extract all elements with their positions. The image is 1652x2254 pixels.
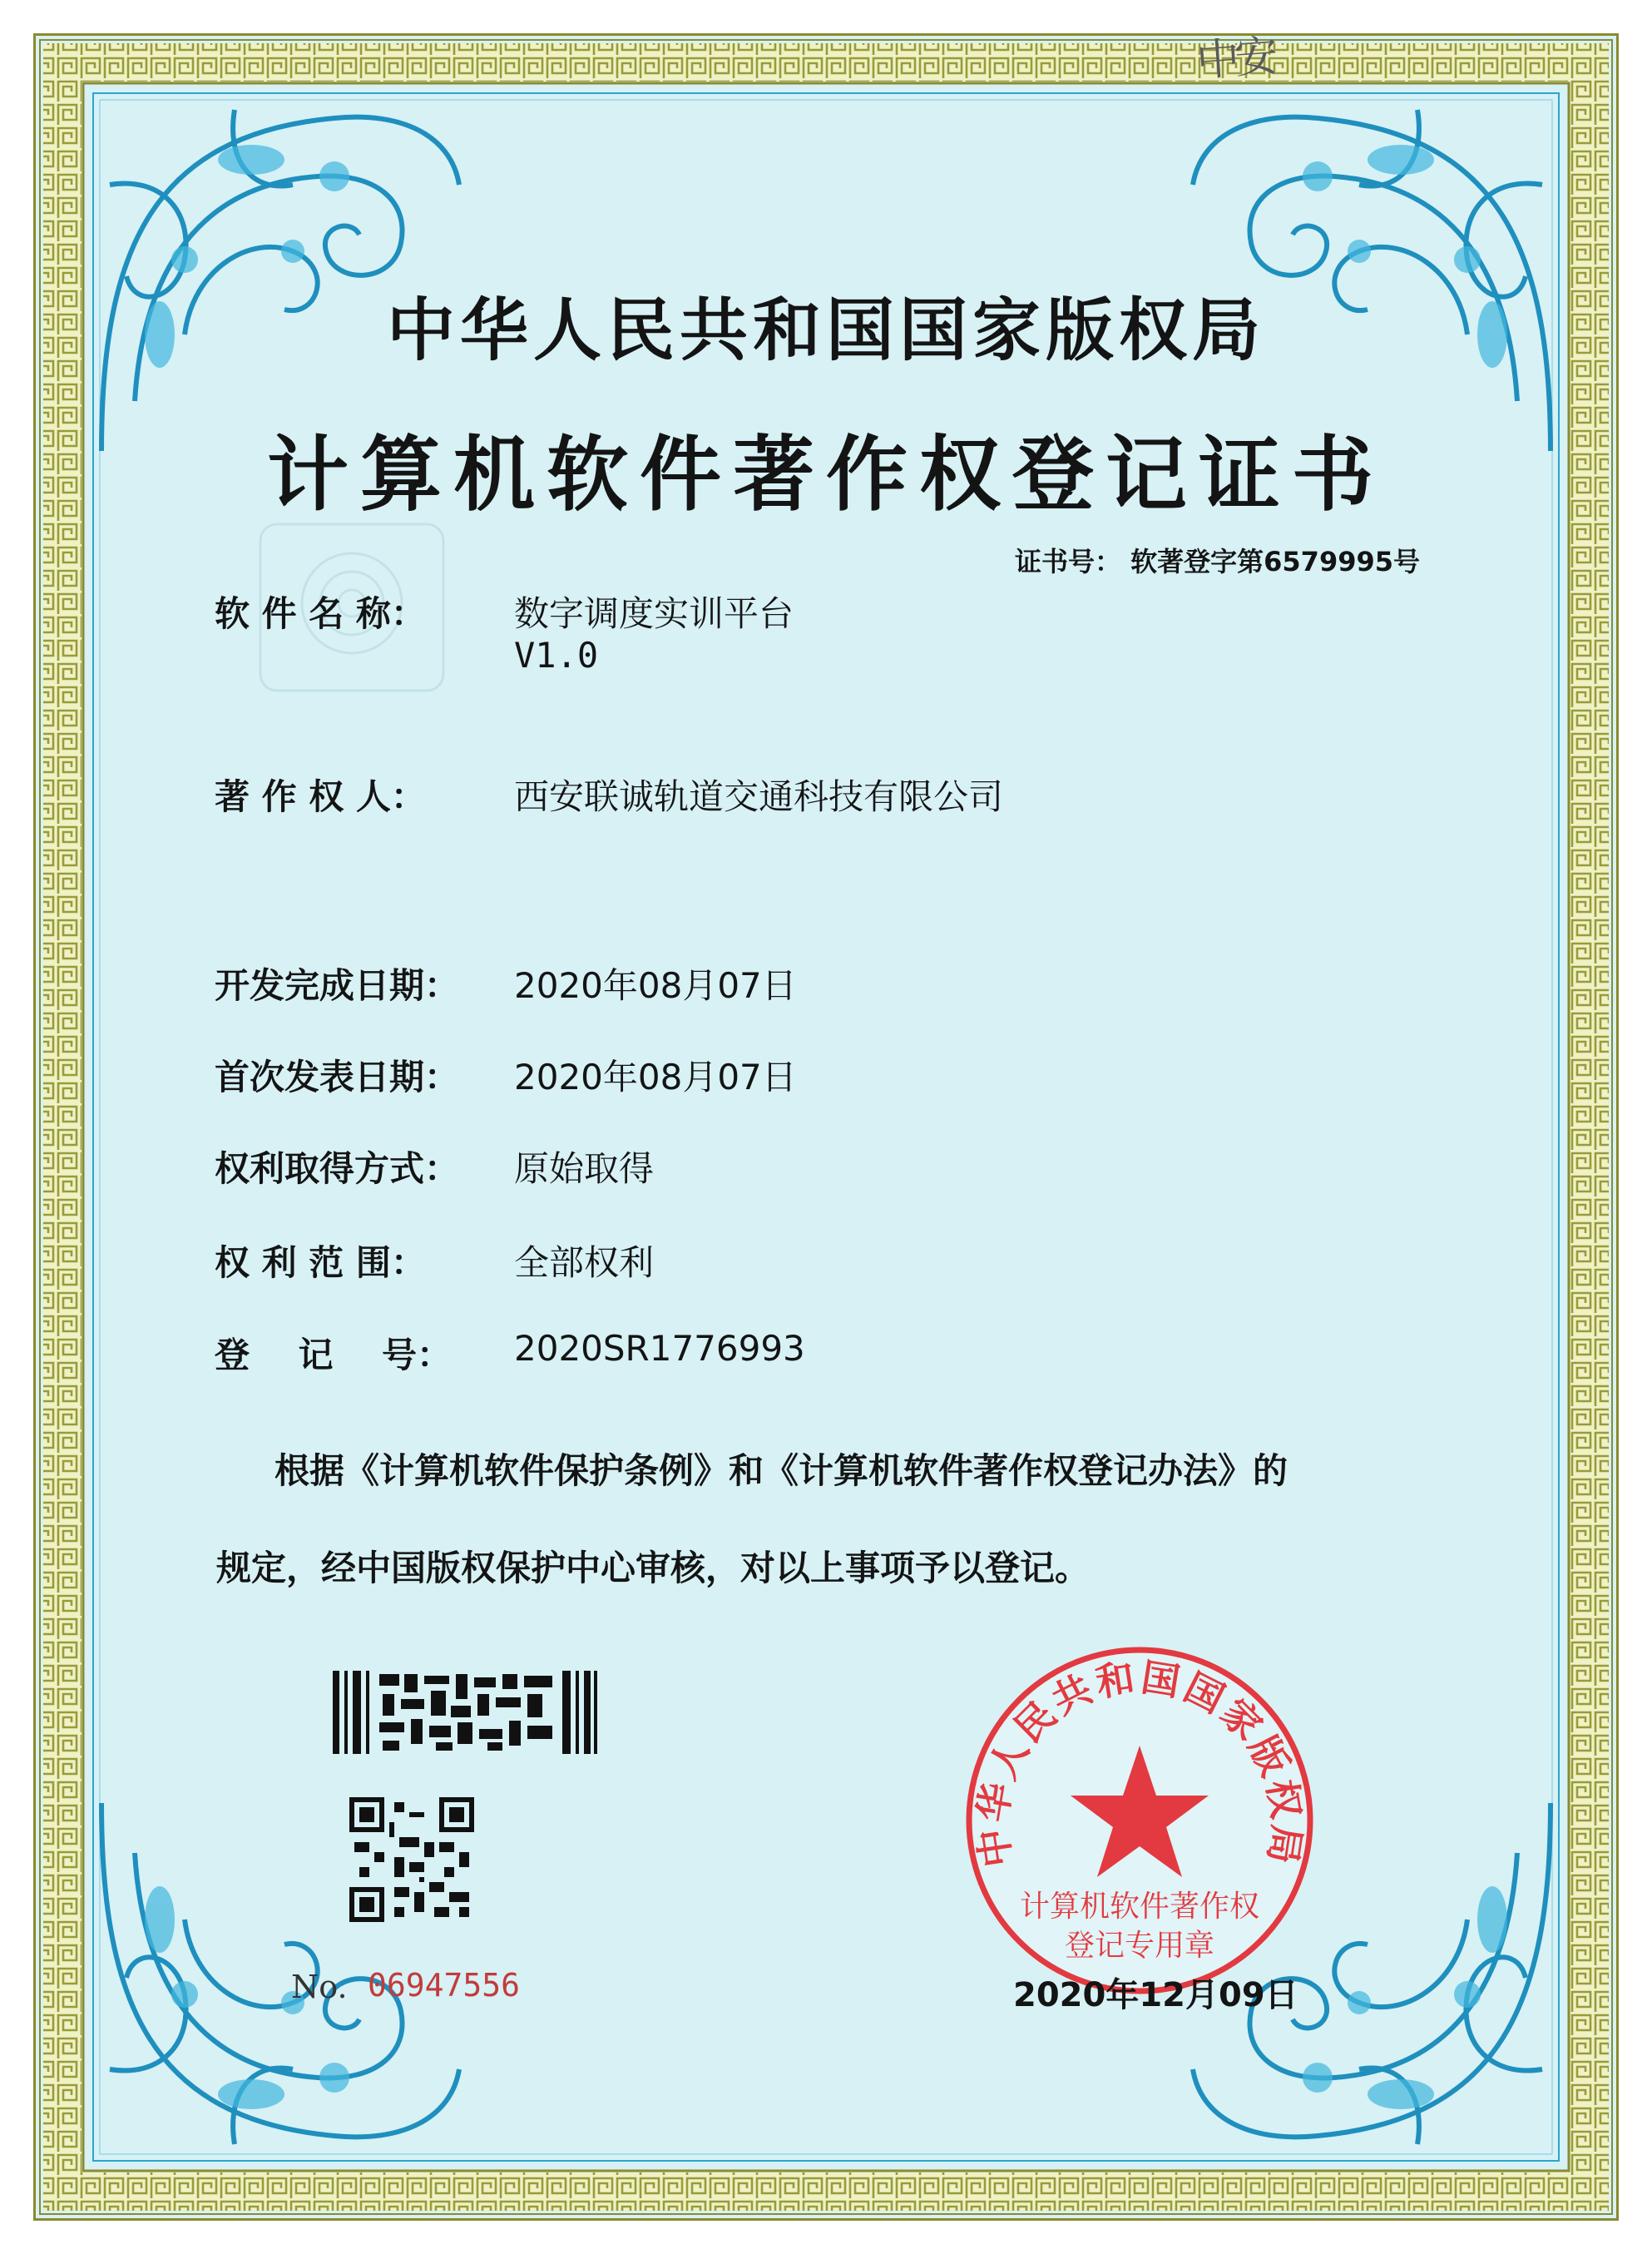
official-seal — [957, 1637, 1323, 2004]
first-publication-date-value: 2020年08月07日 — [514, 1057, 797, 1097]
completion-date-label: 开发完成日期： — [215, 965, 460, 1006]
statement-line-1: 根据《计算机软件保护条例》和《计算机软件著作权登记办法》的 — [275, 1450, 1288, 1491]
issue-date: 2020年12月09日 — [1013, 1976, 1298, 2014]
completion-date-value: 2020年08月07日 — [514, 965, 797, 1006]
software-version: V1.0 — [514, 635, 599, 676]
registration-number-value: 2020SR1776993 — [514, 1328, 805, 1369]
acquisition-method-value: 原始取得 — [514, 1148, 655, 1189]
qr-code — [349, 1797, 474, 1922]
copyright-owner-value: 西安联诚轨道交通科技有限公司 — [514, 776, 1004, 817]
registration-number-label: 登 记 号： — [215, 1335, 452, 1375]
first-publication-date-label: 首次发表日期： — [215, 1057, 460, 1097]
serial-number: 06947556 — [368, 1967, 521, 2004]
rights-scope-label: 权 利 范 围： — [215, 1242, 426, 1283]
software-name-label: 软 件 名 称： — [215, 593, 426, 634]
seal-inner-line-2: 登记专用章 — [1064, 1929, 1215, 1963]
seal-outer-text: 中华人民共和国国家版权局 — [969, 1654, 1310, 1870]
serial-label: No. — [291, 1969, 348, 2005]
acquisition-method-label: 权利取得方式： — [215, 1148, 460, 1189]
certificate-number: 证书号： 软著登字第6579995号 — [1015, 546, 1421, 577]
certificate-title: 计算机软件著作权登记证书 — [266, 427, 1385, 523]
certificate — [33, 33, 1619, 2221]
copyright-owner-label: 著 作 权 人： — [215, 776, 426, 817]
barcode — [333, 1671, 599, 1754]
software-name-value: 数字调度实训平台 — [514, 593, 794, 634]
issuing-authority: 中华人民共和国国家版权局 — [386, 291, 1265, 370]
rights-scope-value: 全部权利 — [514, 1242, 655, 1283]
statement-line-2: 规定，经中国版权保护中心审核，对以上事项予以登记。 — [216, 1548, 1091, 1588]
seal-inner-line-1: 计算机软件著作权 — [1019, 1890, 1260, 1924]
handwritten-note: 中安 — [1194, 31, 1275, 87]
